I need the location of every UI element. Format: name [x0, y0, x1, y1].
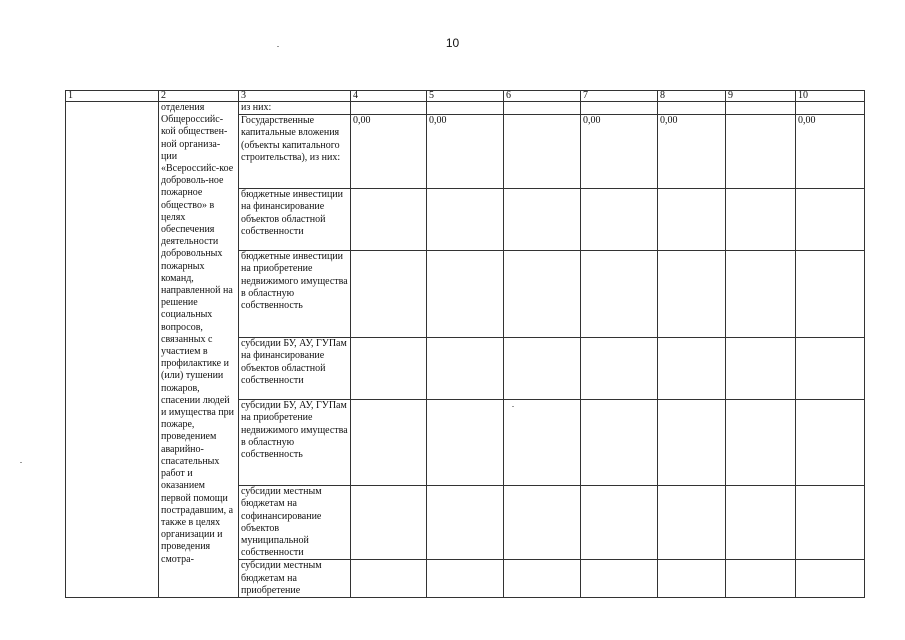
value-cell	[351, 400, 427, 486]
value-cell	[796, 251, 865, 338]
value-cell	[427, 251, 504, 338]
header-cell: 9	[726, 91, 796, 102]
value-cell	[796, 560, 865, 598]
value-cell	[581, 189, 658, 251]
row-label: бюджетные инвестиции на финансирование объектов областной собственности	[239, 189, 351, 251]
value-cell	[796, 189, 865, 251]
header-cell: 10	[796, 91, 865, 102]
value-cell	[796, 102, 865, 115]
value-cell	[427, 189, 504, 251]
value-cell	[581, 251, 658, 338]
header-cell: 5	[427, 91, 504, 102]
value-cell	[504, 400, 581, 486]
header-cell: 7	[581, 91, 658, 102]
value-cell	[427, 400, 504, 486]
row-label: субсидии БУ, АУ, ГУПам на финансирование объектов областной собственности	[239, 338, 351, 400]
value-cell: 0,00	[351, 115, 427, 189]
value-cell	[581, 560, 658, 598]
value-cell	[351, 486, 427, 560]
value-cell	[726, 115, 796, 189]
value-cell	[726, 102, 796, 115]
header-cell: 8	[658, 91, 726, 102]
value-cell	[658, 400, 726, 486]
scan-speck	[277, 46, 279, 47]
header-cell: 3	[239, 91, 351, 102]
value-cell	[658, 102, 726, 115]
value-cell	[658, 338, 726, 400]
value-cell	[658, 486, 726, 560]
value-cell	[504, 115, 581, 189]
value-cell	[581, 338, 658, 400]
value-cell: 0,00	[581, 115, 658, 189]
row-label: субсидии БУ, АУ, ГУПам на приобретение недвижимого имущества в областную собственность	[239, 400, 351, 486]
value-cell	[658, 251, 726, 338]
page-number: 10	[445, 36, 460, 50]
value-cell: 0,00	[658, 115, 726, 189]
col1-cell	[66, 102, 159, 598]
value-cell	[581, 400, 658, 486]
header-cell: 4	[351, 91, 427, 102]
value-cell	[504, 102, 581, 115]
budget-table	[65, 90, 865, 598]
value-cell	[351, 189, 427, 251]
value-cell	[726, 486, 796, 560]
row-label: субсидии местным бюджетам на софинансирование объектов муниципальной собственности	[239, 486, 351, 560]
value-cell	[504, 338, 581, 400]
value-cell: 0,00	[796, 115, 865, 189]
description-cell: отделения Общероссийс-кой обществен-ной организа-ции «Всероссийс-кое доброволь-ное пожарное общество» в целях обеспечения деятельности добровольных пожарных команд, направленной на решение социальных вопросов, связанных с участием в профилактике и (или) тушении пожаров, спасении людей и имущества при пожаре, проведением аварийно-спасательных работ и оказанием первой помощи пострадавшим, а также в целях организации и проведения смотра-	[159, 102, 239, 598]
value-cell	[504, 189, 581, 251]
row-label: субсидии местным бюджетам на приобретение	[239, 560, 351, 598]
value-cell	[351, 560, 427, 598]
value-cell	[427, 338, 504, 400]
value-cell	[726, 400, 796, 486]
value-cell	[351, 251, 427, 338]
scan-speck	[20, 462, 22, 463]
header-cell: 2	[159, 91, 239, 102]
value-cell	[351, 338, 427, 400]
value-cell	[351, 102, 427, 115]
value-cell	[504, 251, 581, 338]
value-cell	[796, 486, 865, 560]
header-cell: 1	[66, 91, 159, 102]
value-cell	[504, 486, 581, 560]
value-cell: 0,00	[427, 115, 504, 189]
value-cell	[658, 560, 726, 598]
value-cell	[658, 189, 726, 251]
value-cell	[427, 486, 504, 560]
value-cell	[427, 102, 504, 115]
value-cell	[796, 338, 865, 400]
row-label: из них:	[239, 102, 351, 115]
table-row	[66, 102, 865, 115]
value-cell	[726, 251, 796, 338]
value-cell	[796, 400, 865, 486]
scan-speck	[512, 406, 514, 407]
value-cell	[726, 560, 796, 598]
value-cell	[581, 102, 658, 115]
header-cell: 6	[504, 91, 581, 102]
value-cell	[427, 560, 504, 598]
header-row	[66, 91, 865, 102]
row-label: Государственные капитальные вложения (объекты капитального строительства), из них:	[239, 115, 351, 189]
row-label: бюджетные инвестиции на приобретение недвижимого имущества в областную собственность	[239, 251, 351, 338]
value-cell	[581, 486, 658, 560]
value-cell	[726, 189, 796, 251]
value-cell	[504, 560, 581, 598]
value-cell	[726, 338, 796, 400]
